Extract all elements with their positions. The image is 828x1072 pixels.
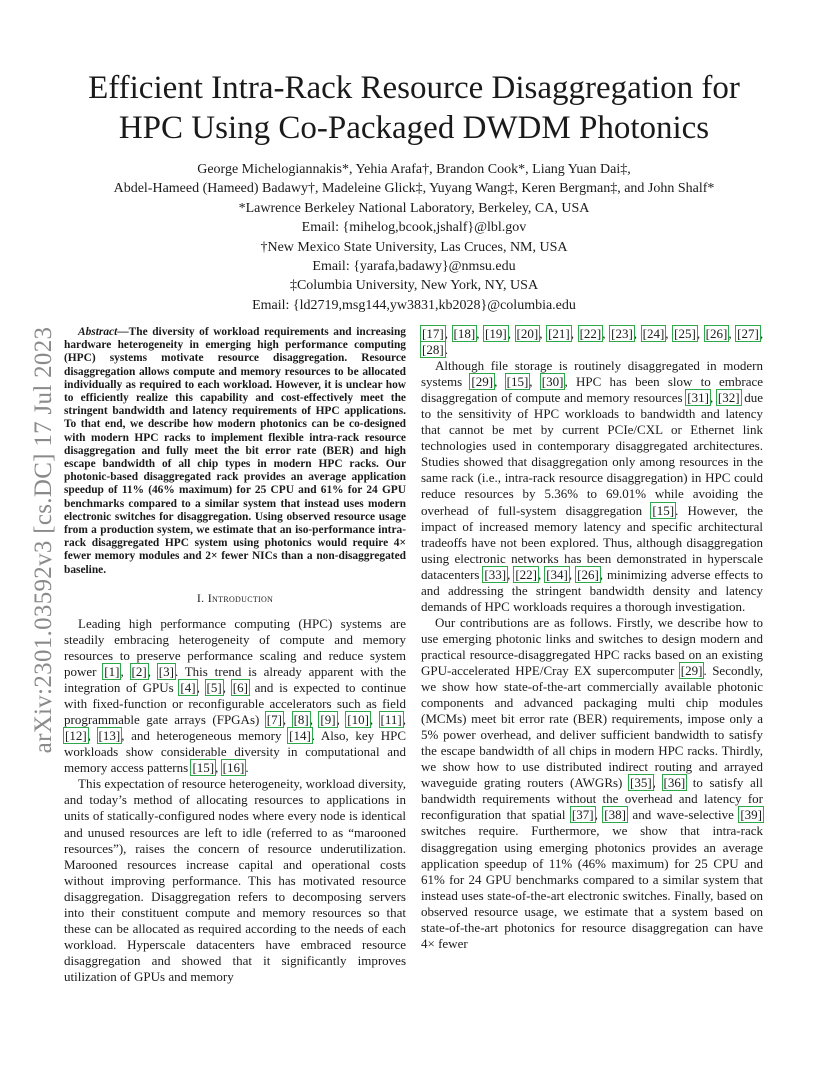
citation-link[interactable]: [ 6 ] [232,680,249,695]
citation-link[interactable]: [ 14 ] [288,728,312,743]
citation-link[interactable]: [ 18 ] [453,326,477,341]
citation-link[interactable]: [ 36 ] [663,775,687,790]
email-lbnl: Email: {mihelog,bcook,jshalf}@lbl.gov [301,220,527,236]
citation-link[interactable]: [ 7 ] [266,712,283,727]
arxiv-identifier-text: arXiv:2301.03592v3 [cs.DC] 17 Jul 2023 [30,326,57,754]
author-list-line-1: George Michelogiannakis*, Yehia Arafa†, Brandon Cook*, Liang Yuan Dai‡, [197,162,631,177]
email-columbia: Email: {ld2719,msg144,yw3831,kb2028}@columbia.edu [252,297,576,313]
citation-link[interactable]: [ 15 ] [191,760,215,775]
paragraph-text: , minimizing adverse effects to and addressing the stringent bandwidth density and latency demands of HPC workloads requires a thorough investigation. [421,566,763,614]
paragraph-text: , HPC has been slow to embrace disaggregation of compute and memory resources [421,374,764,406]
citation-link[interactable]: [ 38 ] [603,807,627,822]
citation-link[interactable]: [ 26 ] [576,567,600,582]
paragraph-text: This expectation of resource heterogeneity, workload diversity, and today’s method of allocating resources to applications in units of statically-configured nodes where every node is identical and unused resources are left to idle (referred to as “marooned resources”), raises the concern of resource underutilization. Marooned resources increase capital and operational costs without improving performance. This has motivated resource disaggregation. Disaggregation refers to decomposing servers into their constituent compute and memory resources so that these can be allocated as required according to the needs of each workload. Hyperscale datacenters have embraced resource disaggregation and showed that it significantly improves utilization of GPUs and memory [64,776,406,984]
citation-link[interactable]: [ 21 ] [547,326,571,341]
paragraph-text: due to the sensitivity of HPC workloads to bandwidth and latency that cannot be met by current PCIe/CXL or Ethernet link technologies used in contemporary disaggregated architectures. Studies showed that disaggregation only among resources in the same rack (i.e., intra-rack resource disaggregation) in HPC could reduce resources by 5.36% to 69.01% while avoiding the overhead of full-system disaggregation [421,390,764,518]
citation-link[interactable]: [ 23 ] [610,326,634,341]
citation-link[interactable]: [ 16 ] [222,760,246,775]
citation-link[interactable]: [ 25 ] [673,326,697,341]
paper-title [60,68,768,148]
citation-link[interactable]: [ 8 ] [293,712,310,727]
paragraph-text: . [444,342,448,358]
section-title: Introduction [207,590,274,605]
abstract-label: Abstract [78,326,118,338]
author-list-line-2: Abdel-Hameed (Hameed) Badawy†, Madeleine Glick‡, Yuyang Wang‡, Keren Bergman‡, and John Shalf* [113,181,715,197]
intro-paragraph-2-continued: [ 17 ] , [ 18 ] , [ 19 ] , [ 20 ] , [ 21 ] , [ 22 ] , [ 23 ] , [ 24 ] , [ 25 ] , [ 26 ] , [ 27 ] , [ 28 ] . [421,326,763,358]
citation-link[interactable]: [ 4 ] [179,680,196,695]
citation-link[interactable]: [ 35 ] [629,775,653,790]
paragraph-text: Although file storage is routinely disaggregated in modern systems [421,358,763,390]
paragraph-text: Our contributions are as follows. Firstly, we describe how to use emerging photonic links and switches to design modern and practical resource-disaggregated HPC racks based on an existing GPU-accelerated HPE/Cray EX supercomputer [421,614,763,678]
citation-link[interactable]: [ 34 ] [545,567,569,582]
intro-paragraph-2 [64,776,406,985]
paper-title-line-2: HPC Using Co-Packaged DWDM Photonics [118,110,710,146]
affiliation-lbnl: *Lawrence Berkeley National Laboratory, Berkeley, CA, USA [238,200,590,216]
section-heading-introduction [64,590,406,606]
affiliation-nmsu: †New Mexico State University, Las Cruces, NM, USA [260,239,568,255]
paragraph-text: and wave-selective [626,807,740,823]
citation-link[interactable]: [ 2 ] [131,664,148,679]
citation-link[interactable]: [ 29 ] [680,663,704,678]
paragraph-text: . This trend is already apparent with the integration of GPUs [64,664,406,696]
section-number: I. [196,590,205,605]
intro-paragraph-3: Although file storage is routinely disaggregated in modern systems [ 29 ] , [ 15 ] , [ 30 ] , HPC has been slow to embrace disaggregation of compute and memory resources [ 31 ] , [ 32 ] due to the sensitivity of HPC workloads to bandwidth and latency that cannot be met by current PCIe/CXL or Ethernet link technologies used in contemporary disaggregated architectures. Studies showed that disaggregation only among resources in the same rack (i.e., intra-rack resource disaggregation) in HPC could reduce resources by 5.36% to 69.01% while avoiding the overhead of full-system disaggregation [ 15 ] . However, the impact of increased memory latency and specific architectural tradeoffs have not been explored. Thus, although disaggregation using electronic networks has been demonstrated in hyperscale datacenters [ 33 ] , [ 22 ] , [ 34 ] , [ 26 ] , minimizing adverse effects to and addressing the stringent bandwidth density and latency demands of HPC workloads requires a thorough investigation. [421,358,763,615]
citation-link[interactable]: [ 30 ] [541,374,565,389]
citation-link[interactable]: [ 24 ] [642,326,666,341]
citation-link[interactable]: [ 20 ] [516,326,540,341]
citation-link[interactable]: [ 22 ] [514,567,538,582]
paragraph-text: switches require. Furthermore, we show that intra-rack disaggregation using emerging photonics provides an average application speedup of 11% (46% maximum) for 25 CPU and 61% for 24 GPU benchmarks compared to a similar system that instead uses state-of-the-art electronic switches. Finally, based on observed resource usage, we estimate that a system based on state-of-the-art photonics for resource disaggregation can have 4× fewer [421,823,763,951]
abstract [64,326,406,577]
affiliation-columbia: ‡Columbia University, New York, NY, USA [289,278,539,294]
citation-link[interactable]: [ 19 ] [484,326,508,341]
paragraph-text: . Secondly, we show how state-of-the-art commercially available photonic components and advanced packaging multi chip modules (MCMs) meet bit error rate (BER) requirements, impose only a 5% power overhead, and deliver sufficient bandwidth to satisfy the escape bandwidth of all chips in modern HPC racks. Thirdly, we show how to use distributed indirect routing and arrayed waveguide grating routers (AWGRs) [421,662,763,791]
abstract-text: —The diversity of workload requirements and increasing hardware heterogeneity in emerging high performance computing (HPC) systems motivate resource disaggregation. Resource disaggregation allows compute and memory resources to be allocated individually as required to each workload. However, it is unclear how to efficiently realize this capability and cost-effectively meet the stringent bandwidth and latency requirements of HPC applications. To that end, we describe how modern photonics can be co-designed with modern HPC racks to implement flexible intra-rack resource disaggregation and fully meet the bit error rate (BER) and high escape bandwidth of all chip types in modern HPC racks. Our photonic-based disaggregated rack provides an average application speedup of 11% (46% maximum) for 25 CPU and 61% for 24 GPU benchmarks compared to a similar system that instead uses modern electronic switches for disaggregation. Using observed resource usage from a production system, we estimate that an iso-performance intra-rack disaggregated HPC system using photonics would require 4× fewer memory modules and 2× fewer NICs than a non-disaggregated baseline. [64,326,406,576]
citation-link[interactable]: [ 37 ] [571,807,595,822]
citation-link[interactable]: [ 15 ] [506,374,530,389]
paragraph-text: Leading high performance computing (HPC) systems are steadily embracing heterogeneity of compute and memory resources to preserve performance scaling and reduce system power [64,615,406,680]
author-block [60,160,768,315]
citation-link[interactable]: [ 39 ] [739,807,763,822]
citation-link[interactable]: [ 15 ] [651,503,675,518]
right-column [421,326,763,952]
paragraph-text: , and heterogeneous memory [121,728,289,744]
citation-link[interactable]: [ 28 ] [421,342,445,357]
citation-link[interactable]: [ 9 ] [319,712,336,727]
paragraph-text: and is expected to continue with fixed-function or reconfigurable accelerators such as field programmable gate arrays (FPGAs) [64,680,407,728]
paragraph-text: . [245,760,249,776]
citation-link[interactable]: [ 3 ] [158,664,175,679]
left-column [64,326,406,985]
citation-link[interactable]: [ 12 ] [64,728,88,743]
citation-link[interactable]: [ 13 ] [98,728,122,743]
citation-link[interactable]: [ 26 ] [705,326,729,341]
email-nmsu: Email: {yarafa,badawy}@nmsu.edu [312,259,516,275]
intro-paragraph-1: Leading high performance computing (HPC) systems are steadily embracing heterogeneity of compute and memory resources to preserve performance scaling and reduce system power [ 1 ] , [ 2 ] , [ 3 ] . This trend is already apparent with the integration of GPUs [ 4 ] , [ 5 ] , [ 6 ] and is expected to continue with fixed-function or reconfigurable accelerators such as field programmable gate arrays (FPGAs) [ 7 ] , [ 8 ] , [ 9 ] , [ 10 ] , [ 11 ] , [ 12 ] , [ 13 ] , and heterogeneous memory [ 14 ] . Also, key HPC workloads show considerable diversity in computational and memory access patterns [ 15 ] , [ 16 ] . [64,616,406,776]
citation-link[interactable]: [ 10 ] [346,712,370,727]
paper-title-line-1: Efficient Intra-Rack Resource Disaggregation for [88,70,740,106]
citation-link[interactable]: [ 1 ] [103,664,120,679]
citation-link[interactable]: [ 27 ] [736,326,760,341]
citation-link[interactable]: [ 17 ] [421,326,445,341]
citation-link[interactable]: [ 31 ] [686,390,710,405]
citation-link[interactable]: [ 11 ] [380,712,403,727]
paragraph-text: . However, the impact of increased memory latency and specific architectural tradeoffs have not been explored. Thus, although disaggregation using electronic networks has been demonstrated in hyperscale datacenters [421,502,764,582]
citation-link[interactable]: [ 32 ] [717,390,741,405]
citation-link[interactable]: [ 5 ] [206,680,223,695]
paragraph-text: . Also, key HPC workloads show considerable diversity in computational and memory access patterns [64,728,406,776]
citation-link[interactable]: [ 29 ] [470,374,494,389]
citation-link[interactable]: [ 22 ] [579,326,603,341]
intro-paragraph-4: Our contributions are as follows. Firstly, we describe how to use emerging photonic links and switches to design modern and practical resource-disaggregated HPC racks based on an existing GPU-accelerated HPE/Cray EX supercomputer [ 29 ] . Secondly, we show how state-of-the-art commercially available photonic components and advanced packaging multi chip modules (MCMs) meet bit error rate (BER) requirements, impose only a 5% power overhead, and deliver sufficient bandwidth to satisfy the escape bandwidth of all chips in modern HPC racks. Thirdly, we show how to use distributed indirect routing and arrayed waveguide grating routers (AWGRs) [ 35 ] , [ 36 ] to satisfy all bandwidth requirements without the overhead and latency for reconfiguration that spatial [ 37 ] , [ 38 ] and wave-selective [ 39 ] switches require. Furthermore, we show that intra-rack disaggregation using emerging photonics provides an average application speedup of 11% (46% maximum) for 25 CPU and 61% for 24 GPU benchmarks compared to a similar system that instead uses state-of-the-art electronic switches. Finally, based on observed resource usage, we estimate that a system based on state-of-the-art photonics for resource disaggregation can have 4× fewer [421,615,763,952]
paragraph-text: to satisfy all bandwidth requirements without the overhead and latency for reconfiguration that spatial [421,775,764,823]
citation-link[interactable]: [ 33 ] [483,567,507,582]
